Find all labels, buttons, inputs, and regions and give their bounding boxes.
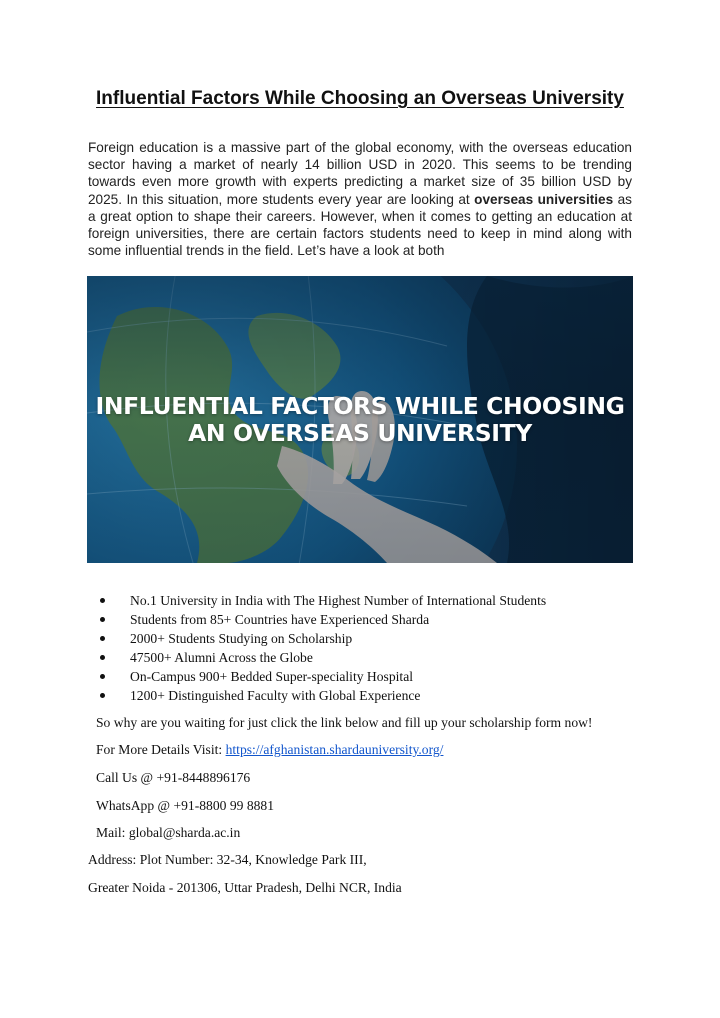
list-item-text: 2000+ Students Studying on Scholarship	[130, 631, 353, 646]
list-item	[96, 610, 656, 629]
bullet-icon	[100, 617, 105, 622]
list-item-text: On-Campus 900+ Bedded Super-speciality Hospital	[130, 669, 413, 684]
highlights-list	[96, 591, 656, 705]
list-item	[96, 648, 656, 667]
list-item-text: 1200+ Distinguished Faculty with Global Experience	[130, 688, 421, 703]
address-line-2: Greater Noida - 201306, Uttar Pradesh, Delhi NCR, India	[88, 880, 402, 895]
call-to-action: So why are you waiting for just click the link below and fill up your scholarship form now!	[96, 715, 593, 730]
list-item	[96, 667, 656, 686]
details-label: For More Details Visit:	[96, 742, 226, 757]
address-line-1: Address: Plot Number: 32-34, Knowledge Park III,	[88, 852, 367, 867]
phone-line: Call Us @ +91-8448896176	[96, 770, 251, 785]
intro-paragraph	[88, 139, 632, 259]
whatsapp-line: WhatsApp @ +91-8800 99 8881	[96, 798, 275, 813]
banner-title-line-2: AN OVERSEAS UNIVERSITY	[188, 419, 532, 447]
intro-text-2: as a great option to shape their careers. However, when it comes to getting an education at foreign universities, there are certain factors students need to keep in mind along with some influential trends in the field. Let’s have a look at both	[88, 191, 632, 259]
list-item-text: 47500+ Alumni Across the Globe	[130, 650, 313, 665]
list-item	[96, 591, 656, 610]
list-item	[96, 686, 656, 705]
banner-title-line-1: INFLUENTIAL FACTORS WHILE CHOOSING	[95, 392, 625, 420]
bullet-icon	[100, 655, 105, 660]
list-item	[96, 629, 656, 648]
bullet-icon	[100, 598, 105, 603]
bullet-icon	[100, 636, 105, 641]
details-line	[96, 742, 443, 758]
banner-image	[87, 276, 633, 563]
list-item-text: No.1 University in India with The Highest Number of International Students	[130, 593, 547, 608]
website-link[interactable]: https://afghanistan.shardauniversity.org/	[225, 742, 444, 757]
intro-text-1: Foreign education is a massive part of the global economy, with the overseas education sector having a market of nearly 14 billion USD in 2020. This seems to be trending towards even more growth with experts predicting a market size of 35 billion USD by 2025. In this situation, more students every year are looking at	[88, 140, 632, 207]
email-line: Mail: global@sharda.ac.in	[96, 825, 241, 840]
bullet-icon	[100, 674, 105, 679]
page-title: Influential Factors While Choosing an Overseas University	[96, 88, 624, 109]
list-item-text: Students from 85+ Countries have Experienced Sharda	[130, 612, 430, 627]
intro-bold-text: overseas universities	[474, 191, 614, 207]
bullet-icon	[100, 693, 105, 698]
